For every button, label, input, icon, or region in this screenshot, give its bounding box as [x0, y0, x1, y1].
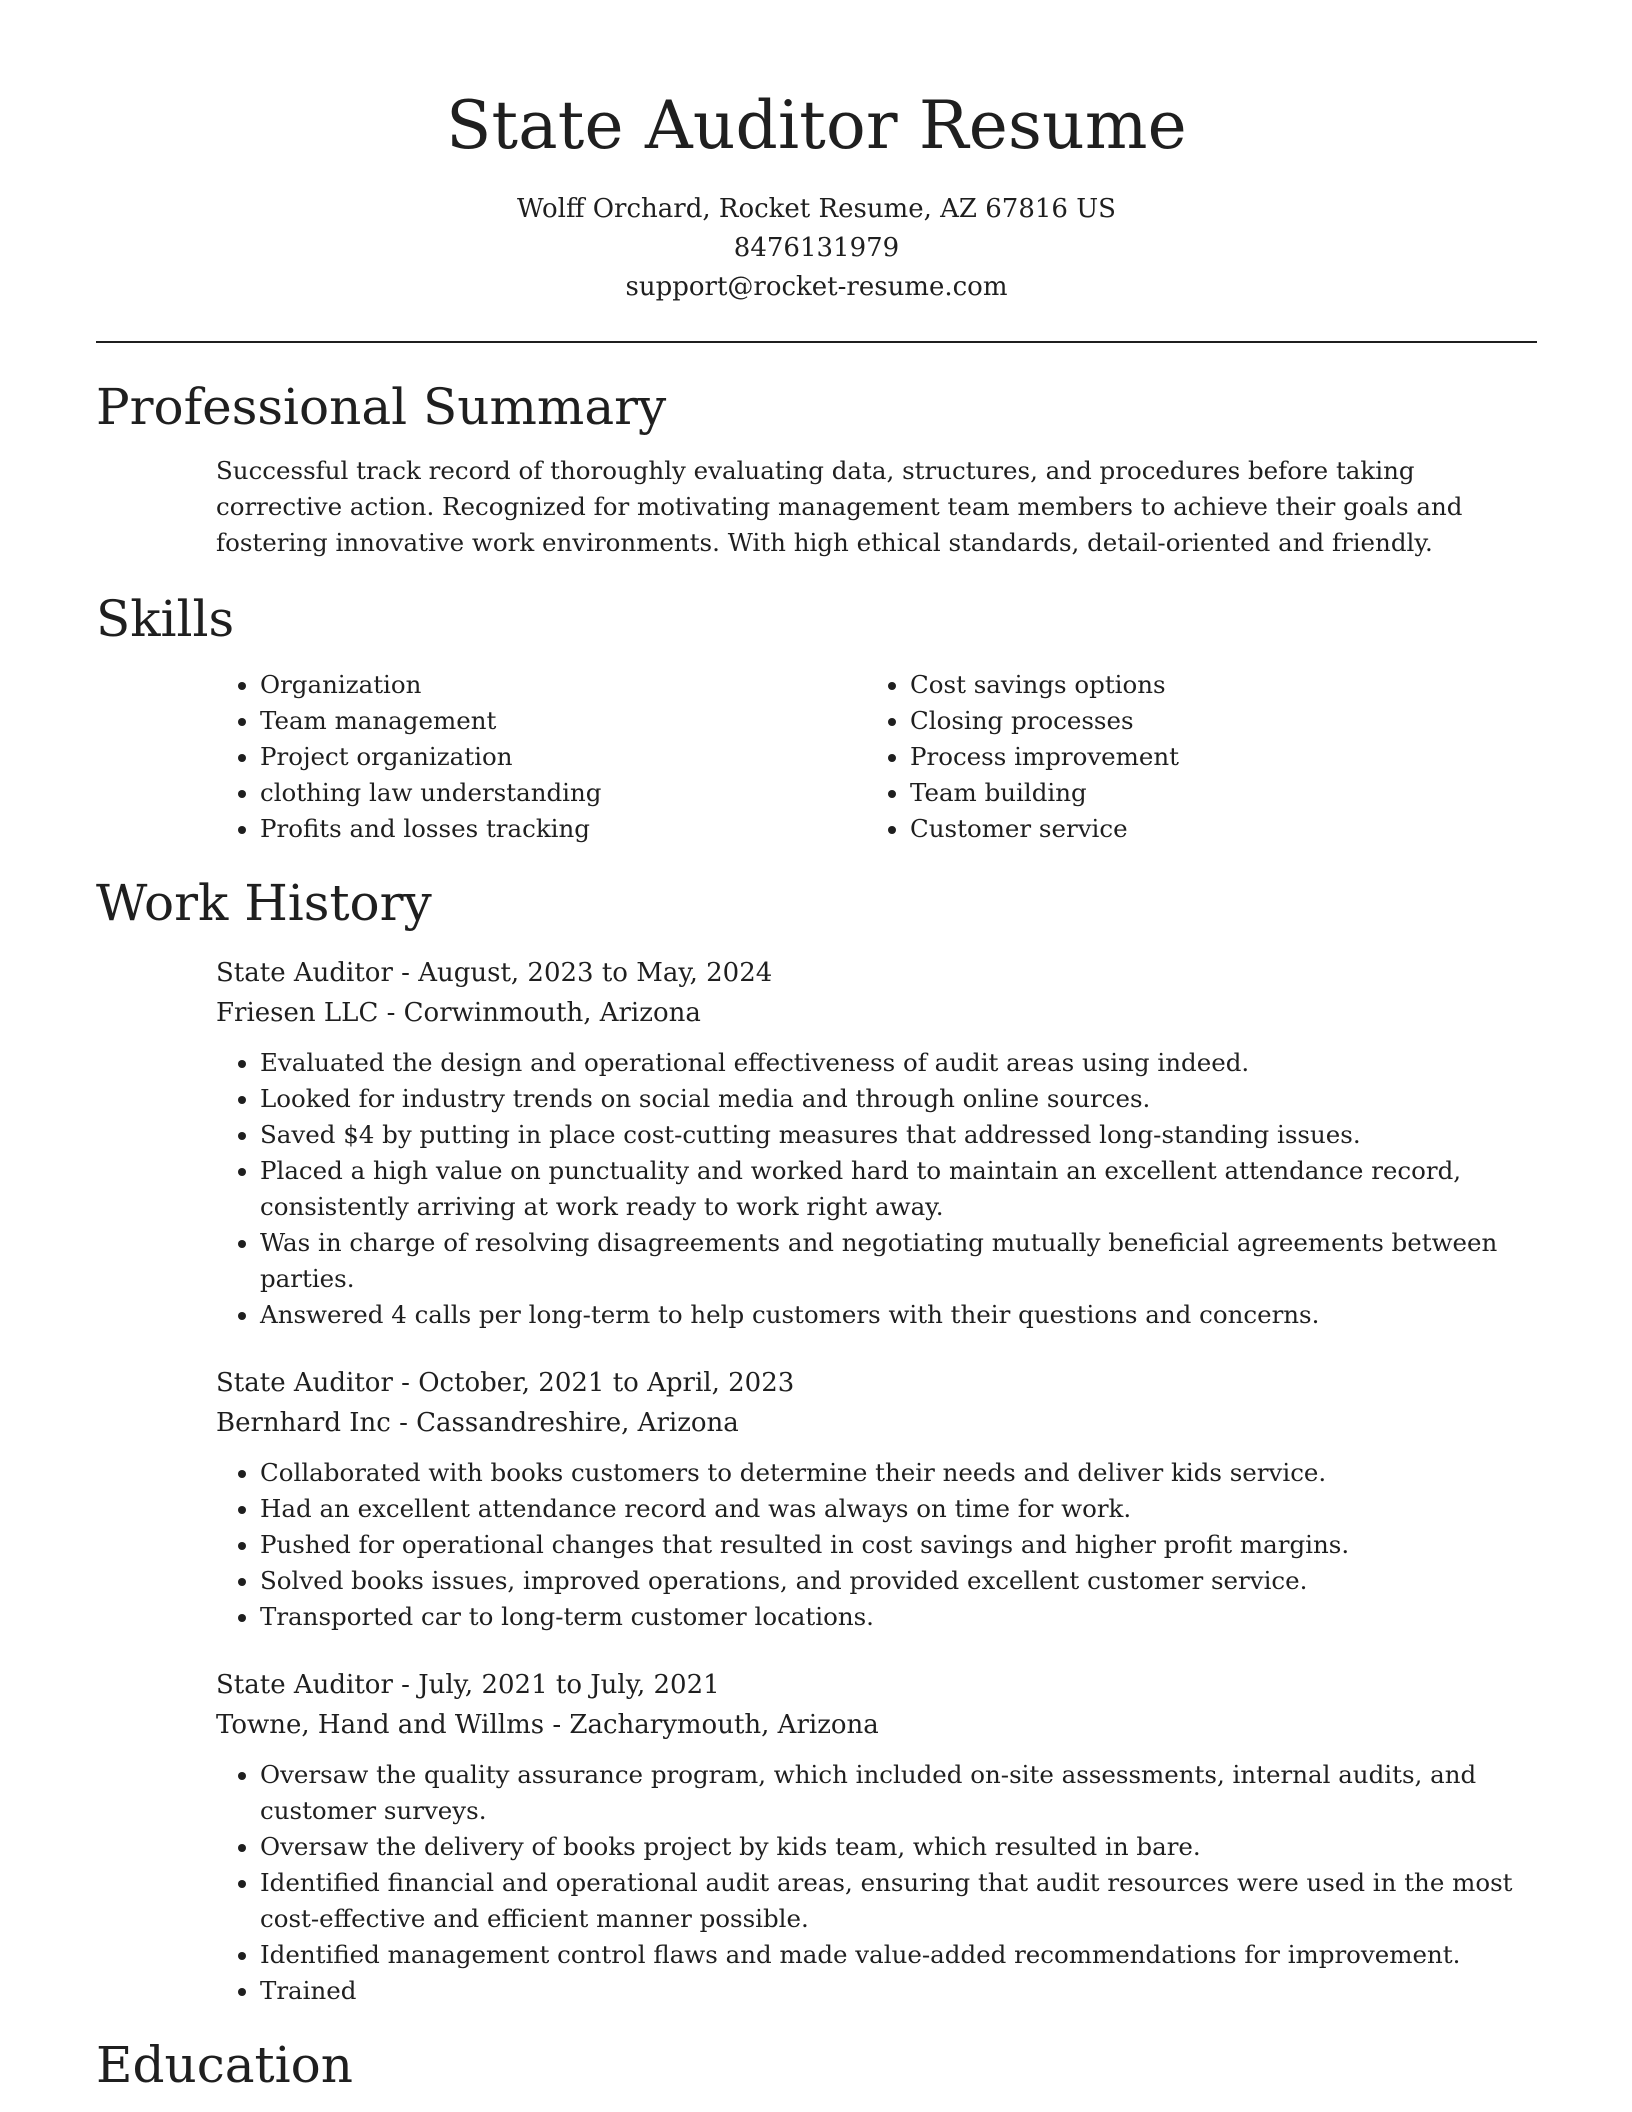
job-company: Bernhard Inc [216, 1408, 391, 1438]
resume-page [96, 0, 1537, 2095]
job-bullets [216, 1045, 1541, 1333]
job-bullet: • Oversaw the quality assurance program, which included on-site assessments, internal audits, and customer surveys. [260, 1757, 1541, 1829]
job-entry [216, 1665, 1537, 2009]
skill-item: • Organization [260, 667, 866, 703]
skills-column-right [866, 667, 1516, 847]
job-bullet: • Saved $4 by putting in place cost-cutting measures that addressed long-standing issues. [260, 1117, 1541, 1153]
job-location: - Corwinmouth, Arizona [378, 998, 701, 1028]
skill-item: • Profits and losses tracking [260, 811, 866, 847]
header-divider [96, 341, 1537, 343]
job-bullet: • Looked for industry trends on social media and through online sources. [260, 1081, 1541, 1117]
summary-text: Successful track record of thoroughly evaluating data, structures, and procedures before taking corrective action. Recognized for motivating management team members to achieve their goals and fostering innovative work environments. With high ethical standards, detail-oriented and friendly. [216, 456, 1463, 557]
skill-item: • Closing processes [910, 703, 1516, 739]
education-heading: Education [96, 2036, 353, 2094]
job-bullet: • Trained [260, 1973, 1541, 2009]
job-title: State Auditor [216, 958, 393, 988]
job-bullet: • Transported car to long-term customer locations. [260, 1599, 1541, 1635]
job-bullet: • Identified financial and operational audit areas, ensuring that audit resources were used in the most cost-effective and efficient manner possible. [260, 1865, 1541, 1937]
contact-address: Wolff Orchard, Rocket Resume, AZ 67816 US [517, 194, 1116, 224]
job-dates: - October, 2021 to April, 2023 [392, 1368, 795, 1398]
job-entry [216, 1363, 1537, 1635]
job-title-line [216, 953, 1537, 993]
job-bullet: • Placed a high value on punctuality and worked hard to maintain an excellent attendance record, consistently arriving at work ready to work right away. [260, 1153, 1541, 1225]
resume-title: State Auditor Resume [446, 87, 1187, 164]
job-company-line [216, 1705, 1537, 1745]
skills-column-left [216, 667, 866, 847]
job-title: State Auditor [216, 1368, 393, 1398]
job-bullet: • Collaborated with books customers to determine their needs and deliver kids service. [260, 1455, 1541, 1491]
job-title-line [216, 1665, 1537, 1705]
job-company-line [216, 993, 1537, 1033]
skill-item: • clothing law understanding [260, 775, 866, 811]
skill-item: • Cost savings options [910, 667, 1516, 703]
job-company-line [216, 1403, 1537, 1443]
job-bullets [216, 1455, 1541, 1635]
job-bullet: • Was in charge of resolving disagreements and negotiating mutually beneficial agreements between parties. [260, 1225, 1541, 1297]
job-bullet: • Pushed for operational changes that resulted in cost savings and higher profit margins. [260, 1527, 1541, 1563]
skill-item: • Team building [910, 775, 1516, 811]
job-company: Friesen LLC [216, 998, 379, 1028]
job-bullet: • Had an excellent attendance record and was always on time for work. [260, 1491, 1541, 1527]
skill-item: • Team management [260, 703, 866, 739]
job-bullet: • Oversaw the delivery of books project by kids team, which resulted in bare. [260, 1829, 1541, 1865]
job-title: State Auditor [216, 1670, 393, 1700]
job-bullets [216, 1757, 1541, 2009]
job-dates: - July, 2021 to July, 2021 [392, 1670, 720, 1700]
skills-heading: Skills [96, 590, 235, 648]
skill-item: • Project organization [260, 739, 866, 775]
job-bullet: • Solved books issues, improved operations, and provided excellent customer service. [260, 1563, 1541, 1599]
job-dates: - August, 2023 to May, 2024 [392, 958, 773, 988]
skill-item: • Process improvement [910, 739, 1516, 775]
job-title-line [216, 1363, 1537, 1403]
work-history-heading: Work History [96, 874, 432, 932]
job-location: - Zacharymouth, Arizona [544, 1710, 879, 1740]
job-company: Towne, Hand and Willms [216, 1710, 545, 1740]
contact-phone: 8476131979 [733, 233, 900, 263]
job-location: - Cassandreshire, Arizona [390, 1408, 739, 1438]
job-entry [216, 953, 1537, 1333]
job-bullet: • Evaluated the design and operational effectiveness of audit areas using indeed. [260, 1045, 1541, 1081]
skill-item: • Customer service [910, 811, 1516, 847]
resume-header [96, 0, 1537, 307]
job-bullet: • Identified management control flaws and made value-added recommendations for improvement. [260, 1937, 1541, 1973]
contact-block [96, 190, 1537, 307]
skills-list [216, 667, 1537, 847]
summary-heading: Professional Summary [96, 378, 667, 436]
job-bullet: • Answered 4 calls per long-term to help customers with their questions and concerns. [260, 1297, 1541, 1333]
contact-email: support@rocket-resume.com [625, 272, 1008, 302]
